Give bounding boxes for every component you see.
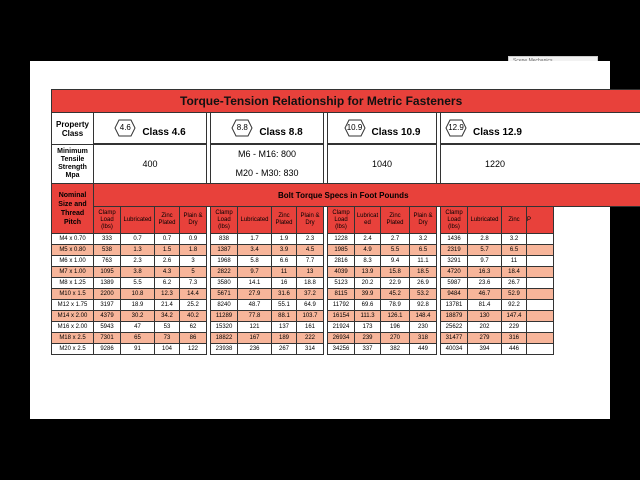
torque-cell: 77.8 <box>238 311 272 322</box>
torque-cell: 16154 <box>328 311 355 322</box>
torque-cell: 1389 <box>94 278 121 289</box>
torque-cell: 5.5 <box>381 245 410 256</box>
torque-cell: 538 <box>94 245 121 256</box>
torque-cell: 1.3 <box>121 245 155 256</box>
torque-cell: 5943 <box>94 322 121 333</box>
torque-cell: 31.6 <box>272 289 297 300</box>
torque-cell: 27.9 <box>238 289 272 300</box>
torque-cell: 11 <box>272 267 297 278</box>
torque-cell: 18.8 <box>297 278 324 289</box>
torque-cell: 18.4 <box>502 267 527 278</box>
torque-cell: 8.3 <box>355 256 381 267</box>
class-name: Class 12.9 <box>473 127 522 139</box>
torque-cell-clipped <box>527 278 554 289</box>
torque-cell: 20.2 <box>355 278 381 289</box>
table-row <box>52 311 640 322</box>
torque-cell: 449 <box>410 344 437 355</box>
torque-cell: 5 <box>180 267 207 278</box>
torque-cell: 2816 <box>328 256 355 267</box>
table-row <box>52 300 640 311</box>
col-lubricated: Lubricat ed <box>355 207 381 234</box>
torque-cell: 13 <box>297 267 324 278</box>
torque-cell: 137 <box>272 322 297 333</box>
torque-cell: 148.4 <box>410 311 437 322</box>
col-plain-dry: Plain & Dry <box>410 207 437 234</box>
hex-bolt-icon: 10.9 <box>344 119 366 137</box>
table-row <box>52 234 640 245</box>
torque-cell: 21.4 <box>155 300 180 311</box>
torque-cell: 5671 <box>211 289 238 300</box>
bolt-torque-specs-header: Bolt Torque Specs in Foot Pounds <box>94 184 640 207</box>
torque-cell: 26.9 <box>410 278 437 289</box>
torque-cell: 34.2 <box>155 311 180 322</box>
torque-cell: 316 <box>502 333 527 344</box>
torque-cell: 11792 <box>328 300 355 311</box>
size-cell: M20 x 2.5 <box>52 344 94 355</box>
torque-cell: 2.8 <box>468 234 502 245</box>
torque-cell: 111.3 <box>355 311 381 322</box>
torque-cell: 3291 <box>441 256 468 267</box>
torque-cell: 25.2 <box>180 300 207 311</box>
torque-cell: 14.4 <box>180 289 207 300</box>
torque-cell: 1.9 <box>272 234 297 245</box>
size-cell: M18 x 2.5 <box>52 333 94 344</box>
size-cell: M5 x 0.80 <box>52 245 94 256</box>
torque-cell: 12.3 <box>155 289 180 300</box>
class-header-4-6 <box>94 113 207 144</box>
tensile-12-9: 1220 <box>441 145 640 184</box>
torque-cell: 14.1 <box>238 278 272 289</box>
torque-cell: 2.7 <box>381 234 410 245</box>
torque-cell: 4.9 <box>355 245 381 256</box>
table-row <box>52 322 640 333</box>
torque-cell: 763 <box>94 256 121 267</box>
torque-cell: 55.1 <box>272 300 297 311</box>
torque-cell: 13781 <box>441 300 468 311</box>
torque-cell-clipped <box>527 234 554 245</box>
torque-cell: 16 <box>272 278 297 289</box>
torque-cell: 104 <box>155 344 180 355</box>
torque-cell: 81.4 <box>468 300 502 311</box>
torque-cell: 1387 <box>211 245 238 256</box>
table-row <box>52 278 640 289</box>
torque-cell-clipped <box>527 289 554 300</box>
torque-cell: 279 <box>468 333 502 344</box>
torque-cell: 65 <box>121 333 155 344</box>
torque-cell: 9.7 <box>468 256 502 267</box>
torque-cell-clipped <box>527 311 554 322</box>
torque-cell: 25622 <box>441 322 468 333</box>
torque-cell: 92.2 <box>502 300 527 311</box>
torque-cell: 6.6 <box>272 256 297 267</box>
torque-cell: 382 <box>381 344 410 355</box>
torque-cell: 5987 <box>441 278 468 289</box>
torque-cell-clipped <box>527 333 554 344</box>
torque-cell: 7.3 <box>180 278 207 289</box>
torque-cell: 318 <box>410 333 437 344</box>
class-header-12-9 <box>441 113 640 144</box>
torque-cell: 5.5 <box>121 278 155 289</box>
table-title: Torque-Tension Relationship for Metric Fasteners <box>52 90 640 113</box>
hex-bolt-icon: 4.6 <box>114 119 136 137</box>
col-lubricated: Lubricated <box>468 207 502 234</box>
torque-cell: 838 <box>211 234 238 245</box>
torque-cell-clipped <box>527 322 554 333</box>
torque-cell: 52.9 <box>502 289 527 300</box>
table-row <box>52 256 640 267</box>
torque-cell-clipped <box>527 267 554 278</box>
torque-cell: 48.7 <box>238 300 272 311</box>
torque-cell: 1.8 <box>180 245 207 256</box>
torque-cell: 446 <box>502 344 527 355</box>
torque-cell: 7301 <box>94 333 121 344</box>
torque-cell: 196 <box>381 322 410 333</box>
torque-cell: 39.9 <box>355 289 381 300</box>
torque-cell: 2.3 <box>121 256 155 267</box>
torque-cell: 1968 <box>211 256 238 267</box>
torque-cell: 18.9 <box>121 300 155 311</box>
torque-cell: 15320 <box>211 322 238 333</box>
col-lubricated: Lubricated <box>238 207 272 234</box>
torque-cell: 23938 <box>211 344 238 355</box>
col-zinc-plated: Zinc Plated <box>155 207 180 234</box>
torque-cell: 239 <box>355 333 381 344</box>
col-plain-dry: Plain & Dry <box>180 207 207 234</box>
col-plain-dry: P <box>527 207 554 234</box>
torque-cell: 9.4 <box>381 256 410 267</box>
torque-cell: 2200 <box>94 289 121 300</box>
torque-cell: 6.2 <box>155 278 180 289</box>
torque-cell: 45.2 <box>381 289 410 300</box>
torque-cell: 4.3 <box>155 267 180 278</box>
torque-cell: 189 <box>272 333 297 344</box>
torque-cell: 0.9 <box>180 234 207 245</box>
torque-cell: 122 <box>180 344 207 355</box>
class-name: Class 8.8 <box>259 127 303 139</box>
torque-cell: 69.6 <box>355 300 381 311</box>
col-clamp-load: Clamp Load (lbs) <box>441 207 468 234</box>
torque-cell: 161 <box>297 322 324 333</box>
table-row <box>52 333 640 344</box>
torque-cell: 30.2 <box>121 311 155 322</box>
tensile-strength-label: Minimum Tensile Strength Mpa <box>52 145 94 184</box>
torque-cell: 37.2 <box>297 289 324 300</box>
torque-cell-clipped <box>527 344 554 355</box>
torque-cell: 8115 <box>328 289 355 300</box>
property-class-label: Property Class <box>52 113 94 145</box>
torque-cell: 2.4 <box>355 234 381 245</box>
torque-cell: 0.7 <box>155 234 180 245</box>
torque-cell: 6.5 <box>502 245 527 256</box>
torque-cell: 3197 <box>94 300 121 311</box>
tensile-8-8 <box>211 145 324 184</box>
torque-cell: 9484 <box>441 289 468 300</box>
torque-cell: 8240 <box>211 300 238 311</box>
torque-cell: 3.9 <box>272 245 297 256</box>
torque-cell: 86 <box>180 333 207 344</box>
table-row <box>52 245 640 256</box>
torque-table-sheet <box>51 89 611 355</box>
tensile-8-8-large: M20 - M30: 830 <box>235 168 299 178</box>
torque-cell: 4.5 <box>297 245 324 256</box>
torque-cell: 6.5 <box>410 245 437 256</box>
torque-cell: 18.5 <box>410 267 437 278</box>
torque-cell: 394 <box>468 344 502 355</box>
torque-cell: 2319 <box>441 245 468 256</box>
torque-cell: 3 <box>180 256 207 267</box>
table-row <box>52 267 640 278</box>
torque-cell: 267 <box>272 344 297 355</box>
torque-cell: 15.8 <box>381 267 410 278</box>
col-clamp-load: Clamp Load (lbs) <box>94 207 121 234</box>
torque-cell: 9286 <box>94 344 121 355</box>
col-clamp-load: Clamp Load (lbs) <box>211 207 238 234</box>
torque-cell: 3.2 <box>502 234 527 245</box>
torque-cell-clipped <box>527 300 554 311</box>
torque-cell: 126.1 <box>381 311 410 322</box>
torque-cell: 3.2 <box>410 234 437 245</box>
col-zinc-plated: Zinc <box>502 207 527 234</box>
torque-cell: 3580 <box>211 278 238 289</box>
torque-cell: 88.1 <box>272 311 297 322</box>
torque-cell: 222 <box>297 333 324 344</box>
torque-cell: 7.7 <box>297 256 324 267</box>
torque-cell: 236 <box>238 344 272 355</box>
class-header-8-8 <box>211 113 324 144</box>
size-cell: M14 x 2.00 <box>52 311 94 322</box>
torque-cell: 1095 <box>94 267 121 278</box>
torque-cell: 92.8 <box>410 300 437 311</box>
torque-cell: 9.7 <box>238 267 272 278</box>
torque-cell: 337 <box>355 344 381 355</box>
torque-cell: 16.3 <box>468 267 502 278</box>
torque-cell: 0.7 <box>121 234 155 245</box>
size-cell: M7 x 1.00 <box>52 267 94 278</box>
tensile-4-6: 400 <box>94 145 207 184</box>
torque-cell: 64.9 <box>297 300 324 311</box>
tensile-8-8-small: M6 - M16: 800 <box>237 149 297 159</box>
torque-cell: 121 <box>238 322 272 333</box>
torque-cell: 13.9 <box>355 267 381 278</box>
torque-cell: 5.8 <box>238 256 272 267</box>
col-lubricated: Lubricated <box>121 207 155 234</box>
torque-cell: 11.1 <box>410 256 437 267</box>
torque-cell-clipped <box>527 256 554 267</box>
tensile-10-9: 1040 <box>328 145 437 184</box>
torque-cell: 1436 <box>441 234 468 245</box>
torque-cell: 2822 <box>211 267 238 278</box>
nominal-size-label: Nominal Size and Thread Pitch <box>52 184 94 234</box>
torque-cell: 1.7 <box>238 234 272 245</box>
torque-cell: 333 <box>94 234 121 245</box>
size-cell: M12 x 1.75 <box>52 300 94 311</box>
torque-cell: 173 <box>355 322 381 333</box>
size-cell: M6 x 1.00 <box>52 256 94 267</box>
torque-cell-clipped <box>527 245 554 256</box>
torque-cell: 4039 <box>328 267 355 278</box>
torque-cell: 1228 <box>328 234 355 245</box>
torque-cell: 1985 <box>328 245 355 256</box>
torque-cell: 230 <box>410 322 437 333</box>
class-name: Class 10.9 <box>371 127 421 139</box>
col-zinc-plated: Zinc Plated <box>381 207 410 234</box>
torque-cell: 1.5 <box>155 245 180 256</box>
torque-cell: 5123 <box>328 278 355 289</box>
torque-cell: 23.6 <box>468 278 502 289</box>
torque-cell: 270 <box>381 333 410 344</box>
col-clamp-load: Clamp Load (lbs) <box>328 207 355 234</box>
torque-cell: 2.3 <box>297 234 324 245</box>
torque-cell: 53 <box>155 322 180 333</box>
torque-cell: 18879 <box>441 311 468 322</box>
torque-cell: 26.7 <box>502 278 527 289</box>
torque-cell: 34256 <box>328 344 355 355</box>
torque-cell: 103.7 <box>297 311 324 322</box>
class-name: Class 4.6 <box>142 127 186 139</box>
class-header-10-9 <box>328 113 437 144</box>
torque-cell: 78.9 <box>381 300 410 311</box>
hex-bolt-icon: 12.9 <box>445 119 467 137</box>
torque-cell: 4379 <box>94 311 121 322</box>
torque-cell: 47 <box>121 322 155 333</box>
torque-cell: 18822 <box>211 333 238 344</box>
table-row <box>52 289 640 300</box>
torque-table <box>51 89 640 355</box>
size-cell: M10 x 1.5 <box>52 289 94 300</box>
torque-cell: 40.2 <box>180 311 207 322</box>
torque-cell: 314 <box>297 344 324 355</box>
torque-cell: 73 <box>155 333 180 344</box>
torque-cell: 3.8 <box>121 267 155 278</box>
torque-cell: 10.8 <box>121 289 155 300</box>
table-row <box>52 344 640 355</box>
torque-cell: 62 <box>180 322 207 333</box>
torque-cell: 21924 <box>328 322 355 333</box>
size-cell: M8 x 1.25 <box>52 278 94 289</box>
torque-cell: 53.2 <box>410 289 437 300</box>
torque-cell: 4720 <box>441 267 468 278</box>
torque-cell: 2.6 <box>155 256 180 267</box>
torque-cell: 26934 <box>328 333 355 344</box>
torque-cell: 130 <box>468 311 502 322</box>
torque-cell: 3.4 <box>238 245 272 256</box>
torque-cell: 167 <box>238 333 272 344</box>
torque-cell: 229 <box>502 322 527 333</box>
torque-cell: 46.7 <box>468 289 502 300</box>
hex-bolt-icon: 8.8 <box>231 119 253 137</box>
torque-cell: 91 <box>121 344 155 355</box>
torque-cell: 202 <box>468 322 502 333</box>
torque-cell: 31477 <box>441 333 468 344</box>
col-zinc-plated: Zinc Plated <box>272 207 297 234</box>
torque-cell: 22.9 <box>381 278 410 289</box>
col-plain-dry: Plain & Dry <box>297 207 324 234</box>
torque-cell: 11289 <box>211 311 238 322</box>
size-cell: M16 x 2.00 <box>52 322 94 333</box>
torque-cell: 11 <box>502 256 527 267</box>
torque-cell: 40034 <box>441 344 468 355</box>
torque-cell: 147.4 <box>502 311 527 322</box>
torque-cell: 5.7 <box>468 245 502 256</box>
size-cell: M4 x 0.70 <box>52 234 94 245</box>
